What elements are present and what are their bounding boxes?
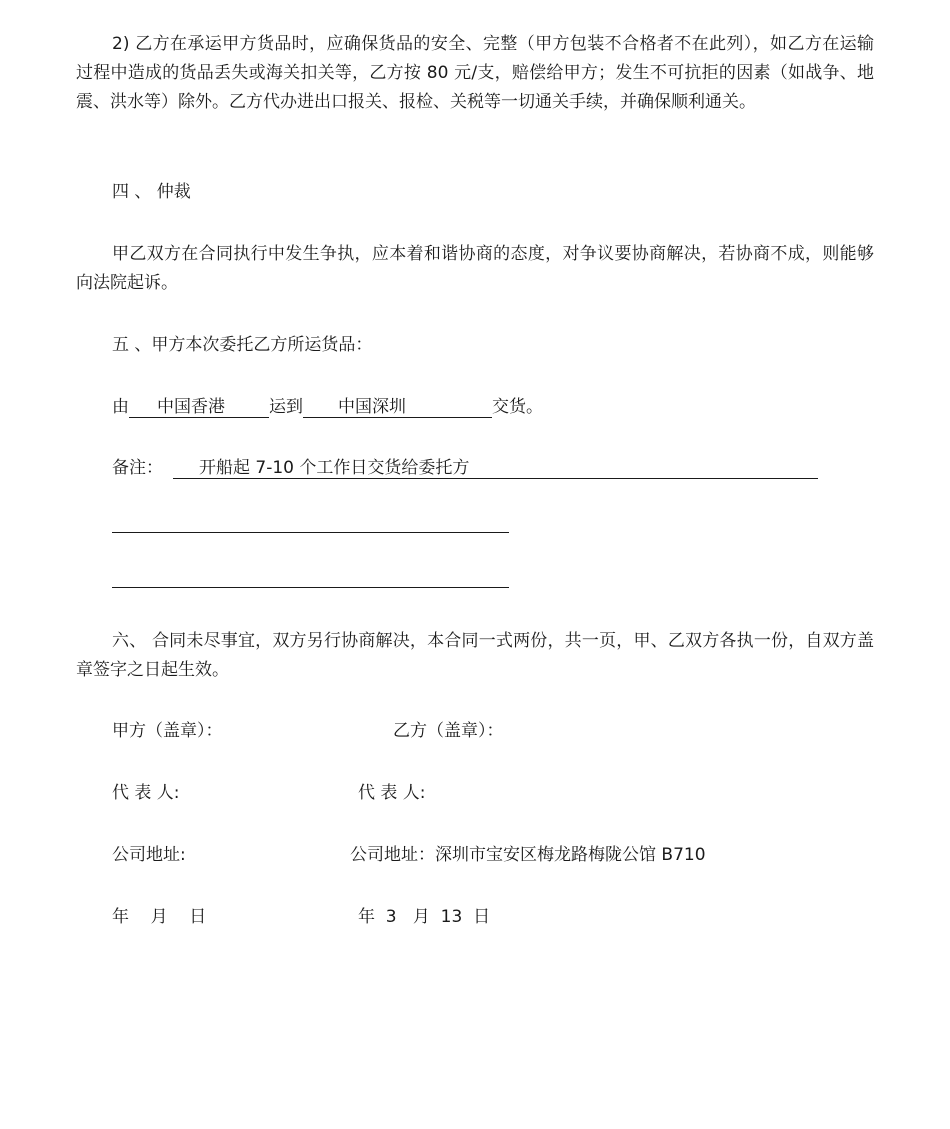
section-4-heading: 四 、 仲裁 bbox=[112, 182, 191, 202]
destination-field bbox=[303, 397, 492, 418]
blank-remark-line-1 bbox=[112, 532, 509, 533]
party-a-address-label: 公司地址: bbox=[112, 845, 186, 865]
section-5-heading: 五 、甲方本次委托乙方所运货品： bbox=[112, 335, 373, 355]
origin-field bbox=[129, 397, 269, 418]
party-a-representative-label: 代 表 人: bbox=[112, 783, 180, 803]
section-4-body: 甲乙双方在合同执行中发生争执，应本着和谐协商的态度，对争议要协商解决，若协商不成，则能够向法院起诉。 bbox=[76, 244, 874, 293]
party-a-date: 年 月 日 bbox=[112, 907, 207, 927]
remark-value: 开船起 7-10 个工作日交货给委托方 bbox=[199, 458, 470, 478]
party-b-representative-label: 代 表 人: bbox=[358, 783, 426, 803]
route-from-label: 由 bbox=[112, 397, 129, 417]
remark-label: 备注： bbox=[112, 458, 163, 478]
blank-remark-line-2 bbox=[112, 587, 509, 588]
party-b-date: 年 3 月 13 日 bbox=[358, 907, 491, 927]
party-a-seal-label: 甲方（盖章）： bbox=[112, 721, 223, 741]
party-b-seal-label: 乙方（盖章）： bbox=[393, 721, 504, 741]
clause-2-paragraph: 2) 乙方在承运甲方货品时，应确保货品的安全、完整（甲方包装不合格者不在此列），如乙方在运输过程中造成的货品丢失或海关扣关等，乙方按 80 元/支，赔偿给甲方；发生不可抗拒的因素（如战争、地震、洪水等）除外。乙方代办进出口报关、报检、关税等一切通关手续，并确保顺利通关。 bbox=[76, 34, 874, 112]
remark-line bbox=[112, 456, 818, 480]
route-to-label: 运到 bbox=[269, 397, 303, 417]
remark-field bbox=[173, 458, 818, 479]
destination-value: 中国深圳 bbox=[338, 397, 406, 417]
route-line bbox=[112, 395, 543, 419]
section-6-paragraph: 六、 合同未尽事宜，双方另行协商解决，本合同一式两份，共一页，甲、乙双方各执一份，自双方盖章签字之日起生效。 bbox=[76, 631, 874, 680]
origin-value: 中国香港 bbox=[157, 397, 225, 417]
party-b-address: 公司地址：深圳市宝安区梅龙路梅陇公馆 B710 bbox=[350, 845, 706, 865]
route-suffix: 交货。 bbox=[492, 397, 543, 417]
